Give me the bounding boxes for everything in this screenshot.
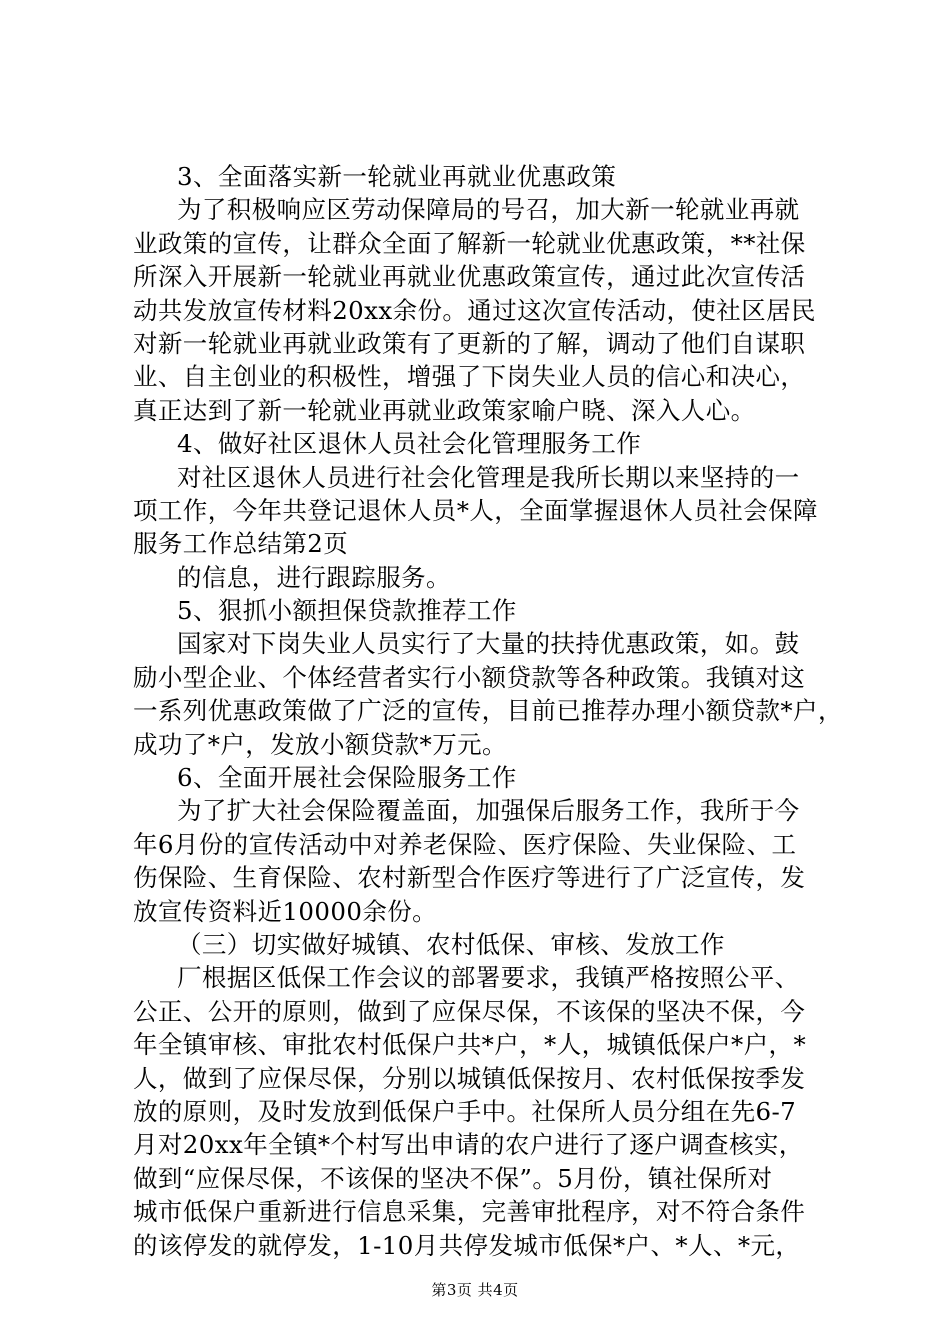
paragraph-line: 月对20xx年全镇*个村写出申请的农户进行了逐户调查核实， (133, 1130, 804, 1160)
paragraph-line: 年6月份的宣传活动中对养老保险、医疗保险、失业保险、工 (133, 829, 797, 859)
section-heading-3-sub: （三）切实做好城镇、农村低保、审核、发放工作 (177, 929, 725, 959)
paragraph-line: 放的原则，及时发放到低保户手中。社保所人员分组在先6-7 (133, 1096, 797, 1126)
paragraph-line: 业政策的宣传，让群众全面了解新一轮就业优惠政策，**社保 (133, 228, 806, 258)
section-heading-5: 5、狠抓小额担保贷款推荐工作 (177, 596, 517, 626)
paragraph-line: 励小型企业、个体经营者实行小额贷款等各种政策。我镇对这 (133, 662, 806, 692)
paragraph-line: 业、自主创业的积极性，增强了下岗失业人员的信心和决心， (133, 362, 806, 392)
paragraph-line: 为了扩大社会保险覆盖面，加强保后服务工作，我所于今 (177, 796, 800, 826)
paragraph-line: 伤保险、生育保险、农村新型合作医疗等进行了广泛宣传，发 (133, 863, 806, 893)
paragraph-line: 人，做到了应保尽保，分别以城镇低保按月、农村低保按季发 (133, 1063, 806, 1093)
paragraph-line: 的信息，进行跟踪服务。 (177, 562, 451, 592)
paragraph-line: 对新一轮就业再就业政策有了更新的了解，调动了他们自谋职 (133, 328, 806, 358)
paragraph-line: 服务工作总结第2页 (133, 529, 349, 559)
paragraph-line: 国家对下岗失业人员实行了大量的扶持优惠政策，如。鼓 (177, 629, 800, 659)
paragraph-line: 放宣传资料近10000余份。 (133, 896, 438, 926)
paragraph-line: 的该停发的就停发，1-10月共停发城市低保*户、*人、*元， (133, 1230, 801, 1260)
paragraph-line: 年全镇审核、审批农村低保户共*户，*人，城镇低保户*户，* (133, 1030, 807, 1060)
section-heading-3: 3、全面落实新一轮就业再就业优惠政策 (177, 162, 617, 191)
paragraph-line: 动共发放宣传材料20xx余份。通过这次宣传活动，使社区居民 (133, 295, 816, 325)
paragraph-line: 项工作，今年共登记退休人员*人，全面掌握退休人员社会保障 (133, 495, 818, 525)
paragraph-line: 对社区退休人员进行社会化管理是我所长期以来坚持的一 (177, 462, 800, 492)
paragraph-line: 厂根据区低保工作会议的部署要求，我镇严格按照公平、 (177, 963, 800, 993)
paragraph-line: 成功了*户，发放小额贷款*万元。 (133, 729, 507, 759)
paragraph-line: 一系列优惠政策做了广泛的宣传，目前已推荐办理小额贷款*户， (133, 696, 843, 726)
body-text (133, 160, 843, 1262)
paragraph-line: 所深入开展新一轮就业再就业优惠政策宣传，通过此次宣传活 (133, 262, 806, 292)
paragraph-line: 为了积极响应区劳动保障局的号召，加大新一轮就业再就 (177, 195, 800, 225)
page-footer (0, 1279, 950, 1300)
paragraph-line: 城市低保户重新进行信息采集，完善审批程序，对不符合条件 (133, 1197, 806, 1227)
paragraph-line: 公正、公开的原则，做到了应保尽保，不该保的坚决不保，今 (133, 996, 806, 1026)
section-heading-4: 4、做好社区退休人员社会化管理服务工作 (177, 429, 642, 459)
page-number-label: 第3页 共4页 (431, 1281, 519, 1299)
paragraph-line: 做到“应保尽保，不该保的坚决不保”。5月份，镇社保所对 (133, 1163, 773, 1193)
section-heading-6: 6、全面开展社会保险服务工作 (177, 763, 517, 793)
paragraph-line: 真正达到了新一轮就业再就业政策家喻户晓、深入人心。 (133, 395, 756, 425)
